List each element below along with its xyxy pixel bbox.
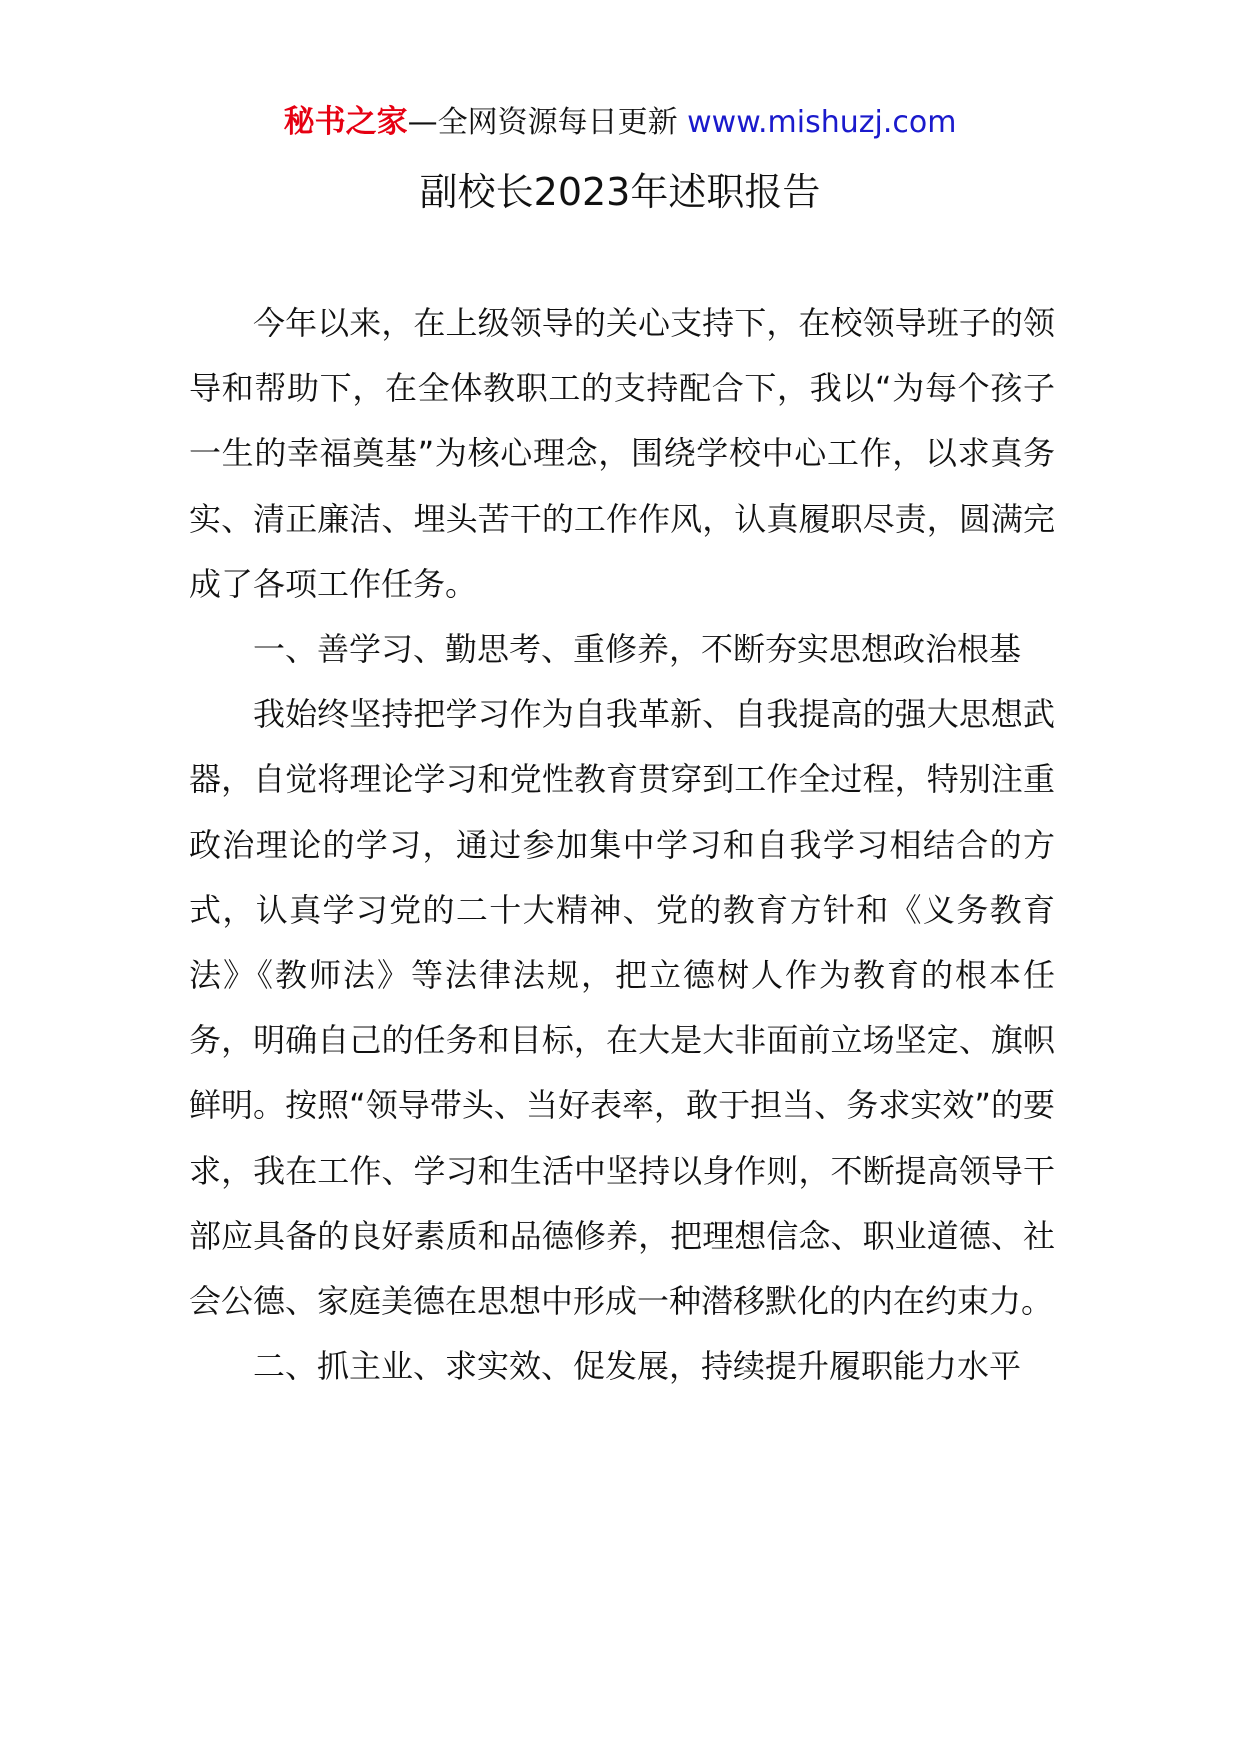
header-slogan: —全网资源每日更新 <box>407 105 688 140</box>
paragraph-intro: 今年以来，在上级领导的关心支持下，在校领导班子的领导和帮助下，在全体教职工的支持配合下，我以“为每个孩子一生的幸福奠基”为核心理念，围绕学校中心工作，以求真务实、清正廉洁、埋头苦干的工作作风，认真履职尽责，圆满完成了各项工作任务。 <box>189 304 1055 603</box>
brand-name: 秘书之家 <box>283 104 408 140</box>
site-header <box>0 100 1240 145</box>
section-heading-2: 二、抓主业、求实效、促发展，持续提升履职能力水平 <box>253 1347 1022 1386</box>
section-heading-1: 一、善学习、勤思考、重修养，不断夯实思想政治根基 <box>253 630 1022 669</box>
page-title: 副校长2023年述职报告 <box>419 170 821 214</box>
paragraph-section-1: 我始终坚持把学习作为自我革新、自我提高的强大思想武器，自觉将理论学习和党性教育贯穿到工作全过程，特别注重政治理论的学习，通过参加集中学习和自我学习相结合的方式，认真学习党的二十大精神、党的教育方针和《义务教育法》《教师法》等法律法规，把立德树人作为教育的根本任务，明确自己的任务和目标，在大是大非面前立场坚定、旗帜鲜明。按照“领导带头、当好表率，敢于担当、务求实效”的要求，我在工作、学习和生活中坚持以身作则，不断提高领导干部应具备的良好素质和品德修养，把理想信念、职业道德、社会公德、家庭美德在思想中形成一种潜移默化的内在约束力。 <box>189 695 1055 1321</box>
document-body <box>189 291 1055 1399</box>
site-url[interactable]: www.mishuzj.com <box>687 105 957 140</box>
